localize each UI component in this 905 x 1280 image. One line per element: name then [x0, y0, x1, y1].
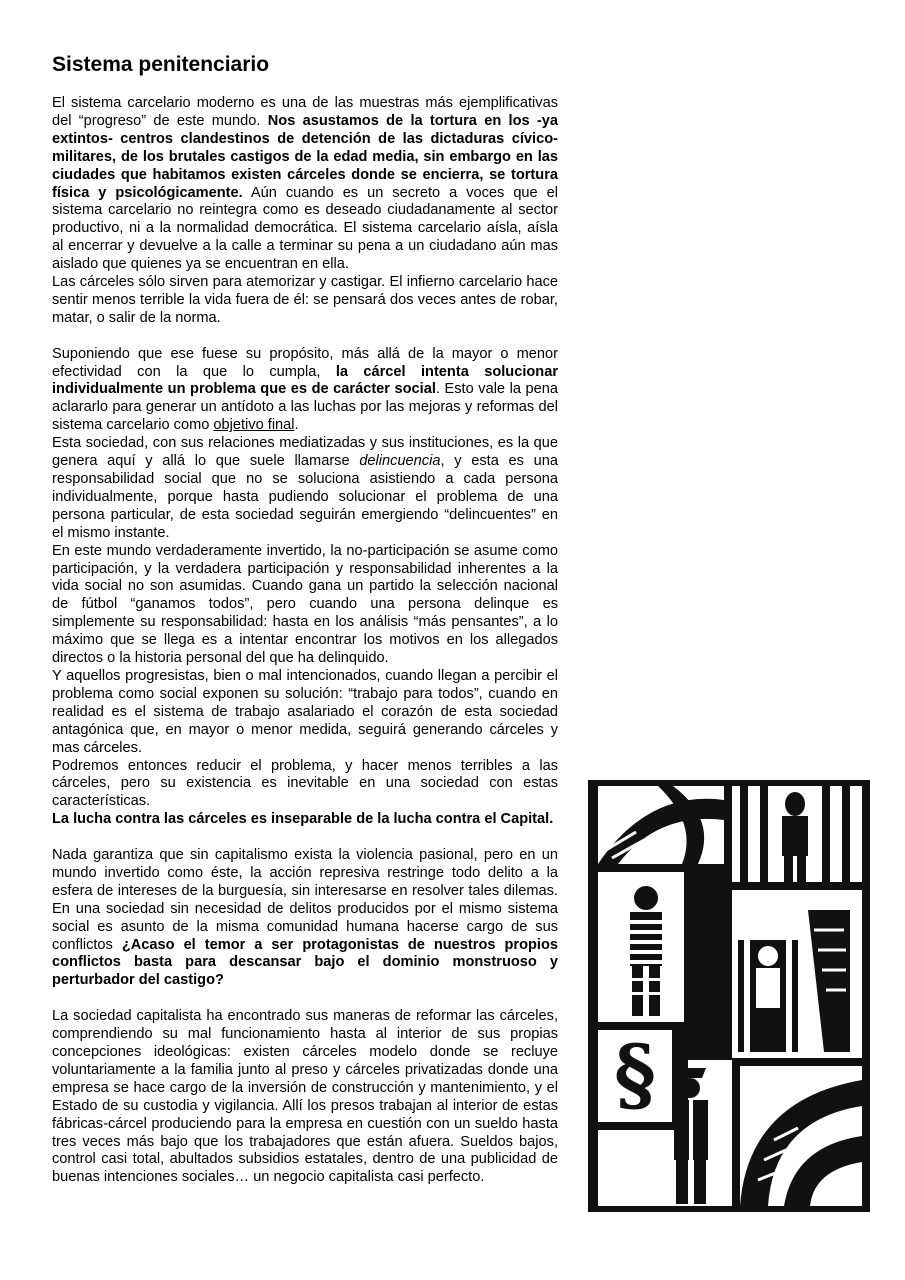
paragraph [52, 435, 558, 542]
paragraph-symbol: § [614, 1027, 656, 1121]
text-run: Nada garantiza que sin capitalismo exista la violencia pasional, pero en un mundo invertido como éste, la acción represiva restringe todo delito a la esfera de intereses de la burguesía, sin interesarse en resolver tales dilemas. En una sociedad sin necesidad de delitos producidos por el mismo sistema social es asunto de la misma comunidad humana hacerse cargo de sus conflictos [52, 847, 558, 953]
text-run: El sistema carcelario moderno es una de las muestras más ejemplificativas del “progreso” de este mundo. [52, 95, 558, 129]
page-title: Sistema penitenciario [52, 53, 270, 76]
underlined-text-run: objetivo final [213, 417, 295, 434]
text-run: , y esta es una responsabilidad social que no se soluciona asistiendo a cada persona individualmente, porque hasta pudiendo solucionar el problema de una persona particular, de esta sociedad seguirán emergiendo “delincuentes” en el mismo instante. [52, 453, 558, 541]
paragraph [52, 95, 558, 274]
bold-text-run: Nos asustamos de la tortura en los -ya extintos- centros clandestinos de detención de las dictaduras cívico-militares, de los brutales castigos de la edad media, sin embargo en las ciudades que habitamos existen cárceles donde se encierra, se tortura física y psicológicamente. [52, 112, 558, 201]
paragraph-gap [52, 829, 558, 847]
paragraph: Las cárceles sólo sirven para atemorizar y castigar. El infierno carcelario hace sentir menos terrible la vida fuera de él: se pensará dos veces antes de robar, matar, o salir de la norma. [52, 274, 558, 326]
text-run: Aún cuando es un secreto a voces que el sistema carcelario no reintegra como es deseado ciudadanamente al sector productivo, ni a la normalidad democrática. El sistema carcelario aísla, aísla al encerrar y devuelve a la calle a terminar su pena a un ciudadano aún mas aislado que quienes ya se encuentran en ella. [52, 184, 558, 273]
paragraph: Podremos entonces reducir el problema, y hacer menos terribles a las cárceles, pero su existencia es inevitable en una sociedad con estas características. [52, 757, 558, 810]
article-body [52, 95, 558, 1187]
text-run: Esta sociedad, con sus relaciones mediatizadas y sus instituciones, es la que genera aquí y allá lo que suele llamarse [52, 435, 558, 470]
paragraph: Y aquellos progresistas, bien o mal intencionados, cuando llegan a percibir el problema como social exponen su solución: “trabajo para todos”, cuando en realidad es el sistema de trabajo asalariado el corazón de esta sociedad antagónica que, en mayor o menor medida, seguirá generando cárceles y mas cárceles. [52, 667, 558, 756]
paragraph [52, 346, 558, 436]
text-run: Suponiendo que ese fuese su propósito, más allá de la mayor o menor efectividad con la que lo cumpla, [52, 345, 558, 380]
paragraph-symbol-panel [598, 1027, 672, 1122]
prisoner-panel [598, 872, 724, 1022]
paragraph-bold [52, 811, 558, 829]
cell-panel [732, 890, 862, 1058]
staircase-panel [598, 786, 724, 864]
text-run: . Esto vale la pena aclararlo para generar un antídoto a las luchas por las mejoras y reformas del sistema carcelario como [52, 381, 558, 434]
spiral-stairs-panel [740, 1066, 862, 1206]
paragraph [52, 847, 558, 990]
paragraph-gap [52, 990, 558, 1008]
paragraph: En este mundo verdaderamente invertido, la no-participación se asume como participación, y la verdadera participación y responsabilidad inherentes a la vida social no son asumidas. Cuando gana un partido la selección nacional de fútbol “ganamos todos”, pero cuando una persona delinque es simplemente su responsabilidad: hasta en los análisis “más pensantes”, a lo máximo que se llega es a intentar encontrar los motivos en los allegados directos o la historia personal del que ha delinquido. [52, 542, 558, 667]
prison-illustration [588, 780, 870, 1212]
paragraph-gap [52, 328, 558, 346]
bold-text-run: ¿Acaso el temor a ser protagonistas de nuestros propios conflictos basta para descansar bajo el dominio monstruoso y perturbador del castigo? [52, 936, 559, 989]
italic-text-run: delincuencia [359, 453, 441, 470]
bold-text-run: La lucha contra las cárceles es inseparable de la lucha contra el Capital. [52, 811, 554, 828]
paragraph: La sociedad capitalista ha encontrado sus maneras de reformar las cárceles, comprendiendo su mal funcionamiento hasta al interior de sus propias concepciones ideológicas: existen cárceles modelo donde se recluye voluntariamente a la familia junto al preso y cárceles privatizadas donde una empresa se hace cargo de la inversión de construcción y mantenimiento, y el Estado de su custodia y vigilancia. Allí los presos trabajan al interior de estas fábricas-cárcel produciendo para la empresa en cuestión con un sueldo hasta tres veces más bajo que los trabajadores que están afuera. Sueldos bajos, control casi total, abultados subsidios estatales, dentro de una publicidad de buenas intenciones sociales… un negocio capitalista casi perfecto. [52, 1008, 558, 1186]
text-run: . [294, 417, 299, 434]
bold-text-run: la cárcel intenta solucionar individualmente un problema que es de carácter social [52, 363, 559, 398]
bars-panel [732, 786, 862, 882]
